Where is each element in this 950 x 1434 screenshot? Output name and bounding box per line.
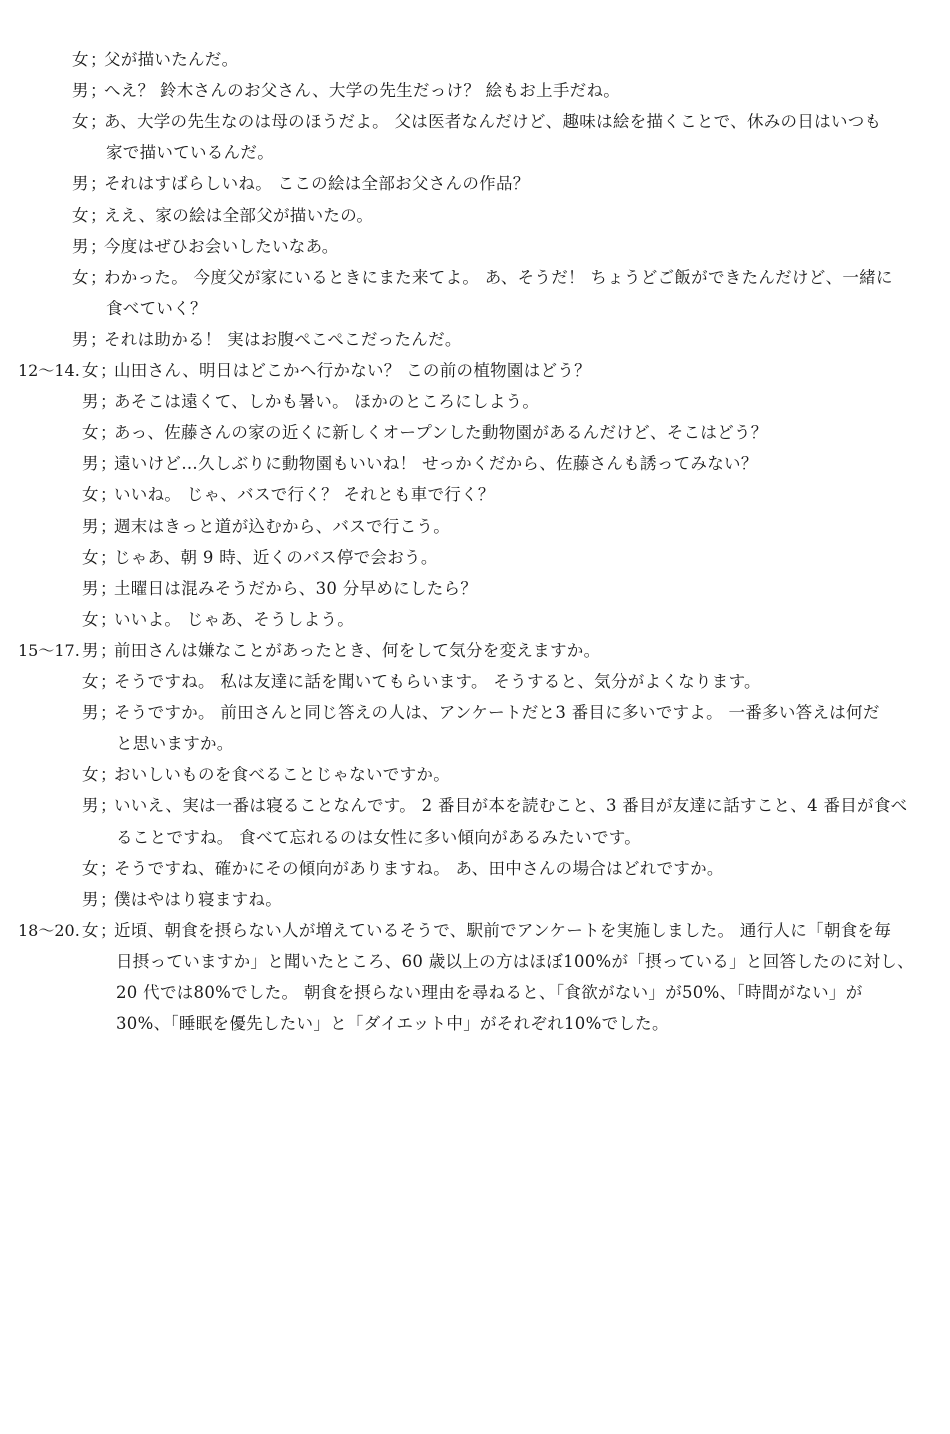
dialogue-text: おいしいものを食べることじゃないですか。 [114,765,450,784]
dialogue-text: 近頃、朝食を摂らない人が増えているそうで、駅前でアンケートを実施しました。 通行人に「朝食を毎 [114,921,892,940]
dialogue-line [72,78,620,104]
dialogue-line [82,856,724,882]
speaker-colon: ； [100,579,117,598]
speaker-label: 男 [82,641,99,660]
dialogue-text: わかった。 今度父が家にいるときにまた来てよ。 あ、そうだ！ ちょうどご飯ができたんだけど、一緒に [104,268,893,287]
dialogue-text: へえ？ 鈴木さんのお父さん、大学の先生だっけ？ 絵もお上手だね。 [104,81,621,100]
dialogue-text: そうですね。 私は友達に話を聞いてもらいます。 そうすると、気分がよくなります。 [114,672,761,691]
dialogue-line-continuation [116,1011,669,1037]
speaker-label: 男 [82,454,99,473]
dialogue-text: いいえ、実は一番は寝ることなんです。 2 番目が本を読むこと、3 番目が友達に話すこと、4 番目が食べ [114,796,908,815]
dialogue-line [82,358,591,384]
speaker-label: 男 [82,517,99,536]
speaker-label: 女 [82,485,99,504]
speaker-colon: ； [100,890,117,909]
dialogue-text: それはすばらしいね。 ここの絵は全部お父さんの作品？ [104,174,530,193]
speaker-colon: ； [90,81,107,100]
speaker-label: 男 [82,890,99,909]
dialogue-line [82,482,495,508]
dialogue-line-continuation [106,140,274,166]
speaker-label: 男 [72,81,89,100]
dialogue-text: 遠いけど…久しぶりに動物園もいいね！ せっかくだから、佐藤さんも誘ってみない？ [114,454,758,473]
dialogue-text: いいね。 じゃ、バスで行く？ それとも車で行く？ [114,485,495,504]
dialogue-line [72,47,238,73]
speaker-label: 女 [82,610,99,629]
speaker-label: 女 [72,268,89,287]
dialogue-line [82,451,758,477]
speaker-label: 男 [82,703,99,722]
dialogue-text: 土曜日は混みそうだから、30 分早めにしたら？ [114,579,478,598]
question-number: 15～17. [18,641,80,660]
dialogue-text: 家で描いているんだ。 [106,143,274,162]
dialogue-line [72,109,881,135]
speaker-label: 男 [72,174,89,193]
dialogue-text: あそこは遠くて、しかも暑い。 ほかのところにしよう。 [114,392,540,411]
speaker-label: 男 [82,579,99,598]
speaker-label: 女 [82,548,99,567]
speaker-colon: ； [90,174,107,193]
dialogue-text: 20 代では80%でした。 朝食を摂らない理由を尋ねると、「食欲がない」が50%、「時間がない」が [116,983,863,1002]
dialogue-text: 前田さんは嫌なことがあったとき、何をして気分を変えますか。 [114,641,601,660]
speaker-colon: ； [90,330,107,349]
speaker-colon: ； [100,703,117,722]
dialogue-text: そうですか。 前田さんと同じ答えの人は、アンケートだと3 番目に多いですよ。 一番多い答えは何だ [114,703,880,722]
speaker-label: 女 [82,423,99,442]
dialogue-text: 食べていく？ [106,299,207,318]
dialogue-line [82,887,282,913]
dialogue-line [82,389,539,415]
dialogue-text: ええ、家の絵は全部父が描いたの。 [104,206,374,225]
dialogue-text: それは助かる！ 実はお腹ぺこぺこだったんだ。 [104,330,462,349]
dialogue-line [82,545,438,571]
speaker-colon: ； [90,50,107,69]
dialogue-line [72,203,373,229]
speaker-colon: ； [90,206,107,225]
speaker-colon: ； [100,610,117,629]
question-number: 12～14. [18,361,80,380]
speaker-colon: ； [100,454,117,473]
speaker-label: 女 [72,112,89,131]
question-number: 18～20. [18,921,80,940]
dialogue-text: あっ、佐藤さんの家の近くに新しくオープンした動物園があるんだけど、そこはどう？ [114,423,768,442]
dialogue-line [82,700,880,726]
dialogue-line [82,514,450,540]
speaker-colon: ； [100,485,117,504]
dialogue-line-continuation [116,949,914,975]
dialogue-text: あ、大学の先生なのは母のほうだよ。 父は医者なんだけど、趣味は絵を描くことで、休みの日はいつも [104,112,882,131]
speaker-colon: ； [90,237,107,256]
dialogue-line-continuation [116,825,641,851]
dialogue-line [82,576,477,602]
speaker-colon: ； [100,548,117,567]
speaker-colon: ； [100,361,117,380]
dialogue-line [72,171,530,197]
dialogue-text: 僕はやはり寝ますね。 [114,890,282,909]
dialogue-text: ることですね。 食べて忘れるのは女性に多い傾向があるみたいです。 [116,828,642,847]
dialogue-line-continuation [116,980,863,1006]
speaker-label: 女 [72,50,89,69]
speaker-label: 女 [72,206,89,225]
speaker-label: 男 [82,392,99,411]
dialogue-line-continuation [116,731,234,757]
speaker-colon: ； [90,268,107,287]
dialogue-line [82,420,768,446]
dialogue-line [82,607,354,633]
dialogue-text: 父が描いたんだ。 [104,50,239,69]
speaker-label: 女 [82,361,99,380]
speaker-colon: ； [100,641,117,660]
dialogue-line [82,918,891,944]
speaker-colon: ； [100,765,117,784]
speaker-colon: ； [100,672,117,691]
dialogue-line [82,762,450,788]
dialogue-text: 山田さん、明日はどこかへ行かない？ この前の植物園はどう？ [114,361,591,380]
dialogue-line [82,793,907,819]
dialogue-line [72,265,893,291]
dialogue-line [72,234,339,260]
speaker-colon: ； [100,859,117,878]
speaker-label: 男 [82,796,99,815]
dialogue-text: いいよ。 じゃあ、そうしよう。 [114,610,355,629]
speaker-label: 女 [82,765,99,784]
dialogue-text: そうですね、確かにその傾向がありますね。 あ、田中さんの場合はどれですか。 [114,859,724,878]
speaker-label: 女 [82,859,99,878]
speaker-label: 女 [82,672,99,691]
dialogue-text: 日摂っていますか」と聞いたところ、60 歳以上の方はほぼ100%が「摂っている」と回答したのに対し、 [116,952,914,971]
dialogue-text: と思いますか。 [116,734,234,753]
dialogue-text: じゃあ、朝 9 時、近くのバス停で会おう。 [114,548,438,567]
speaker-colon: ； [100,517,117,536]
dialogue-text: 今度はぜひお会いしたいなあ。 [104,237,339,256]
speaker-label: 男 [72,330,89,349]
speaker-label: 女 [82,921,99,940]
speaker-label: 男 [72,237,89,256]
speaker-colon: ； [90,112,107,131]
dialogue-text: 週末はきっと道が込むから、バスで行こう。 [114,517,450,536]
speaker-colon: ； [100,392,117,411]
dialogue-line-continuation [106,296,207,322]
dialogue-line [82,638,600,664]
dialogue-line [82,669,761,695]
dialogue-line [72,327,462,353]
speaker-colon: ； [100,796,117,815]
dialogue-text: 30%、「睡眠を優先したい」と「ダイエット中」がそれぞれ10%でした。 [116,1014,669,1033]
speaker-colon: ； [100,423,117,442]
speaker-colon: ； [100,921,117,940]
